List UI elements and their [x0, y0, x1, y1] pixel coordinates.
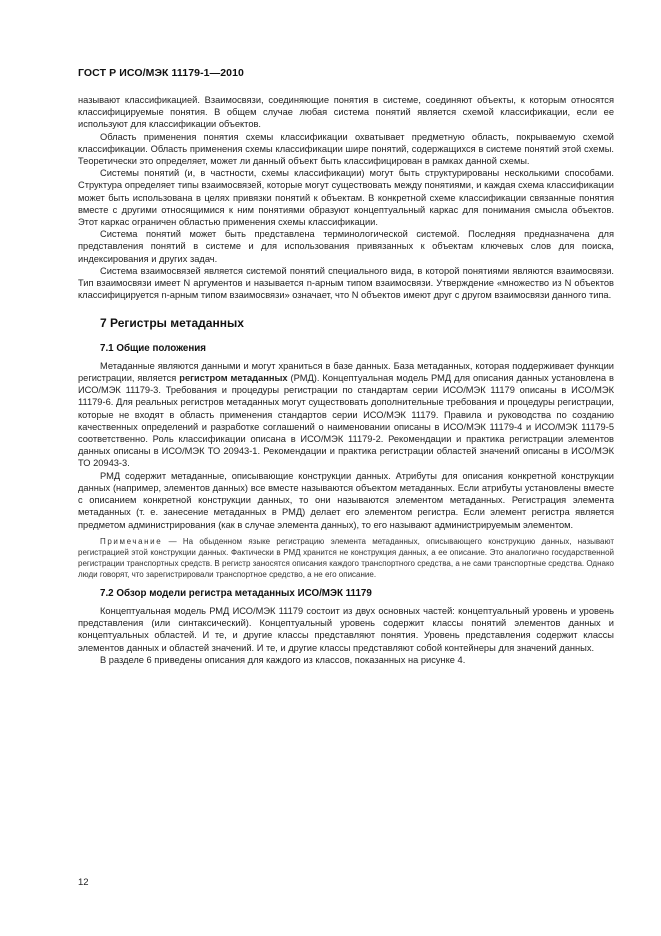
paragraph-text: (РМД). Концептуальная модель РМД для описания данных установлена в ИСО/МЭК 11179-3. Требования и процедуры регистрации по стандартам серии ИСО/МЭК 11179 описаны в ИСО/МЭК 11179-6. Для реальных регистров метаданных могут существовать дополнительные требования и процедуры регистрации, которые не входят в область применения стандартов серии ИСО/МЭК 11179. Правила и руководства по созданию качественных определений и разработке соглашений о наименовании описаны в ИСО/МЭК 11179-4 и ИСО/МЭК 11179-5 соответственно. Роль классификации описана в ИСО/МЭК 11179-2. Рекомендации и практика регистрации элементов данных описаны в ИСО/МЭК ТО 20943-1. Рекомендации и практика регистрации областей значений описаны в ИСО/МЭК ТО 20943-3.: [78, 373, 614, 469]
paragraph: Концептуальная модель РМД ИСО/МЭК 11179 состоит из двух основных частей: концептуальный уровень и уровень представления (или синтаксический). Концептуальный уровень содержит классы понятий элементов данных и концептуальных областей. И те, и другие классы представляют понятия. Уровень представления содержит классы элементов данных и областей значений. И те, и другие классы представляют собой контейнеры для значений данных.: [78, 605, 614, 653]
subsection-heading: 7.2 Обзор модели регистра метаданных ИСО/МЭК 11179: [100, 587, 372, 599]
paragraph: Область применения понятия схемы классификации охватывает предметную область, покрываемую схемой классификации. Область применения схемы классификации шире понятий, содержащихся в системе понятий этой схемы. Теоретически это определяет, может ли данный объект быть классифицирован в рамках данной схемы.: [78, 131, 614, 167]
section-heading: 7 Регистры метаданных: [100, 316, 244, 331]
paragraph: [78, 360, 614, 470]
note-text: — На обыденном языке регистрацию элемента метаданных, описывающего конструкцию данных, называют регистрацией этой конструкции данных. Фактически в РМД хранится не конструкция данных, а ее описание. Это аналогично государственной регистрации транспортных средств. В регистр заносятся описания каждого транспортного средства, а не сами транспортные средства. Однако люди говорят, что зарегистрировали транспортное средство, а не его описание.: [78, 536, 614, 579]
note: [78, 536, 614, 580]
document-header: ГОСТ Р ИСО/МЭК 11179-1—2010: [78, 67, 244, 79]
paragraph-continuation: называют классификацией. Взаимосвязи, соединяющие понятия в системе, соединяют объекты, к которым относятся классифицируемые понятия. В общем случае любая система понятий является схемой классификации, если ее используют для классификации объектов.: [78, 95, 614, 130]
paragraph: Система взаимосвязей является системой понятий специального вида, в которой понятиями являются взаимосвязи. Тип взаимосвязи имеет N аргументов и называется n-арным типом взаимосвязи. Утверждение «множество из N объектов классифицируется n-арным типом взаимосвязи» означает, что N объектов имеют друг с другом взаимосвязи данного типа.: [78, 265, 614, 301]
subsection-heading: 7.1 Общие положения: [100, 342, 207, 354]
term-bold: регистром метаданных: [179, 373, 288, 384]
note-label: Примечание: [100, 536, 163, 546]
paragraph: Системы понятий (и, в частности, схемы классификации) могут быть структурированы несколькими способами. Структура определяет типы взаимосвязей, которые могут существовать между понятиями, и каждая схема классификации может быть использована в целях привязки понятий к объектам. В конкретной схеме классификации связанные понятия вместе с другими относящимися к ним понятиями образуют концептуальный каркас для понимания смысла объектов. Этот каркас ограничен областью применения схемы классификации.: [78, 168, 614, 228]
page-number: 12: [78, 877, 89, 888]
paragraph: В разделе 6 приведены описания для каждого из классов, показанных на рисунке 4.: [100, 654, 466, 665]
page-body: [78, 94, 614, 666]
paragraph: Система понятий может быть представлена терминологической системой. Последняя предназначена для представления понятий в системе и для использования привязанных к объектам ключевых слов для поиска, индексирования и других задач.: [78, 229, 614, 264]
paragraph-text: Метаданные являются данными и могут храниться в базе данных. База метаданных, которая поддерживает функции регистрации, является: [78, 360, 614, 384]
paragraph: РМД содержит метаданные, описывающие конструкции данных. Атрибуты для описания конкретной конструкции данных (например, элементов данных) все вместе называются объектом метаданных. Если атрибуты установлены вместе с описанием конкретной конструкции данных, то они называются элементом метаданных. Регистрация элемента метаданных (т. е. занесение метаданных в РМД) делает его элементом регистра. Если элемент регистра является предметом администрирования (как в случае элемента данных), то его называют администрируемым элементом.: [78, 470, 614, 530]
